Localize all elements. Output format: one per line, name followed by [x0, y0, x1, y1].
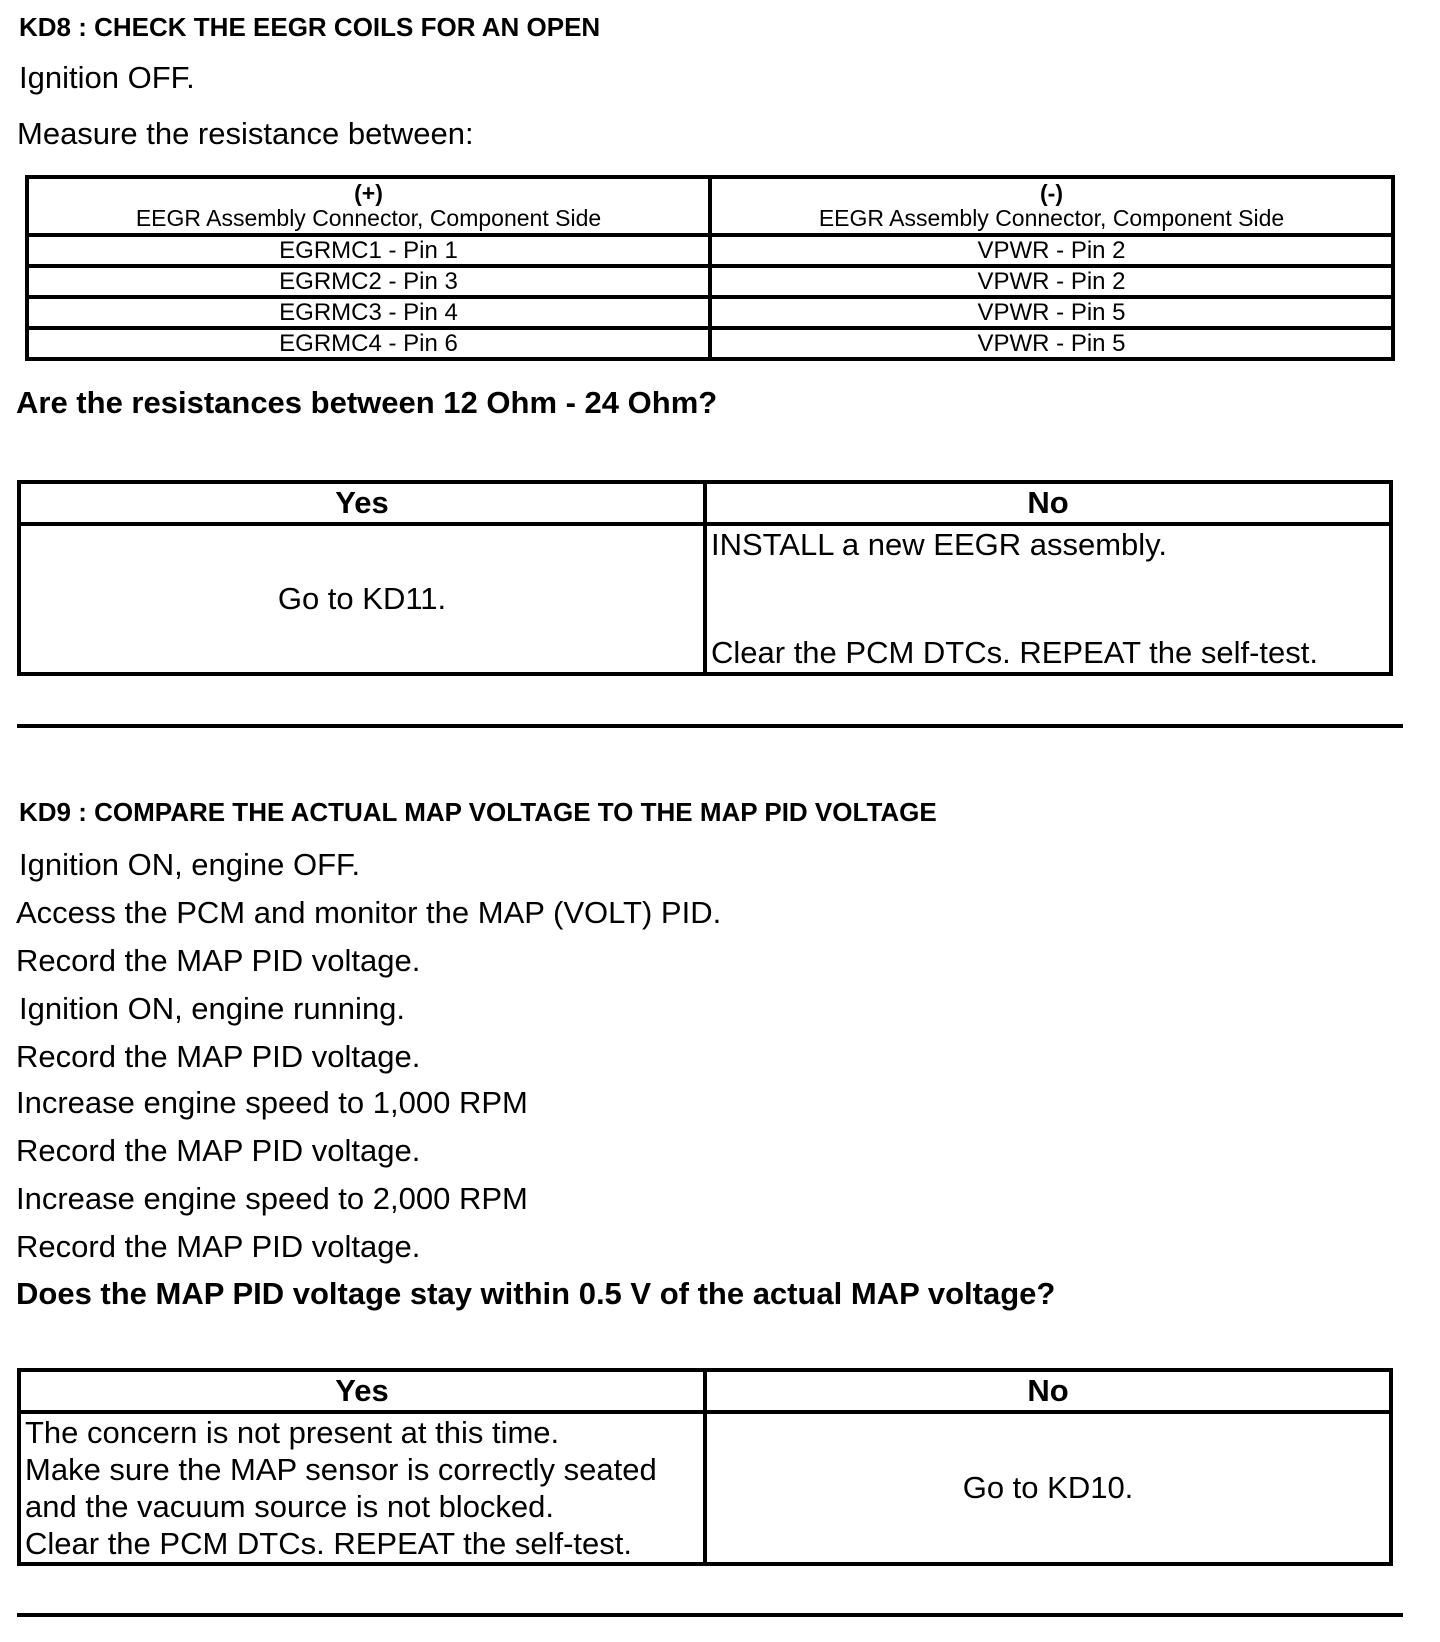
- kd9-step-2: Access the PCM and monitor the MAP (VOLT) PID.: [16, 895, 722, 930]
- negative-header-label: EEGR Assembly Connector, Component Side: [818, 205, 1285, 231]
- negative-pin-cell: VPWR - Pin 5: [710, 328, 1393, 359]
- positive-polarity: (+): [354, 180, 383, 206]
- negative-pin-cell: VPWR - Pin 2: [710, 235, 1393, 266]
- kd8-step-2: Measure the resistance between:: [17, 116, 474, 151]
- table-row: [27, 297, 1393, 328]
- negative-column-header: [710, 177, 1393, 235]
- kd9-step-9: Record the MAP PID voltage.: [16, 1229, 421, 1264]
- kd9-step-5: Record the MAP PID voltage.: [16, 1039, 421, 1074]
- section-divider: [17, 724, 1403, 728]
- table-row: [27, 328, 1393, 359]
- kd9-step-7: Record the MAP PID voltage.: [16, 1133, 421, 1168]
- kd9-heading: KD9 : COMPARE THE ACTUAL MAP VOLTAGE TO THE MAP PID VOLTAGE: [19, 797, 937, 827]
- positive-pin-cell: EGRMC2 - Pin 3: [27, 266, 710, 297]
- positive-column-header: [27, 177, 710, 235]
- kd8-heading: KD8 : CHECK THE EEGR COILS FOR AN OPEN: [19, 12, 601, 42]
- resistance-measurement-table: [25, 175, 1395, 361]
- negative-pin-cell: VPWR - Pin 5: [710, 297, 1393, 328]
- kd9-step-4: Ignition ON, engine running.: [19, 991, 406, 1026]
- yes-answer-cell: [19, 1412, 705, 1564]
- table-row: [27, 266, 1393, 297]
- yes-answer-line-3: and the vacuum source is not blocked.: [25, 1489, 555, 1524]
- positive-header-label: EEGR Assembly Connector, Component Side: [135, 205, 602, 231]
- table-header-row: [27, 177, 1393, 235]
- positive-pin-cell: EGRMC1 - Pin 1: [27, 235, 710, 266]
- no-header: No: [705, 482, 1391, 524]
- no-answer-line-2: Clear the PCM DTCs. REPEAT the self-test.: [711, 635, 1318, 670]
- answer-row: [19, 1412, 1391, 1564]
- section-divider: [17, 1613, 1403, 1617]
- yes-header: Yes: [19, 482, 705, 524]
- negative-pin-cell: VPWR - Pin 2: [710, 266, 1393, 297]
- kd9-step-3: Record the MAP PID voltage.: [16, 943, 421, 978]
- no-answer-cell: Go to KD10.: [705, 1412, 1391, 1564]
- answer-header-row: [19, 1370, 1391, 1412]
- kd9-answer-table: [17, 1368, 1393, 1566]
- yes-answer-line-2: Make sure the MAP sensor is correctly seated: [25, 1452, 657, 1487]
- yes-header: Yes: [19, 1370, 705, 1412]
- table-row: [27, 235, 1393, 266]
- kd8-answer-table: [17, 480, 1393, 676]
- no-header: No: [705, 1370, 1391, 1412]
- yes-answer-line-4: Clear the PCM DTCs. REPEAT the self-test.: [25, 1526, 632, 1561]
- answer-header-row: [19, 482, 1391, 524]
- answer-row: [19, 524, 1391, 674]
- kd8-question: Are the resistances between 12 Ohm - 24 Ohm?: [16, 385, 718, 420]
- yes-answer-line-1: The concern is not present at this time.: [25, 1415, 560, 1450]
- yes-answer-cell: Go to KD11.: [19, 524, 705, 674]
- positive-pin-cell: EGRMC3 - Pin 4: [27, 297, 710, 328]
- kd9-step-6: Increase engine speed to 1,000 RPM: [16, 1085, 528, 1120]
- no-answer-cell: [705, 524, 1391, 674]
- kd9-step-1: Ignition ON, engine OFF.: [19, 847, 361, 882]
- no-answer-line-1: INSTALL a new EEGR assembly.: [711, 527, 1167, 562]
- kd8-step-1: Ignition OFF.: [19, 60, 195, 95]
- positive-pin-cell: EGRMC4 - Pin 6: [27, 328, 710, 359]
- kd9-step-8: Increase engine speed to 2,000 RPM: [16, 1181, 528, 1216]
- kd9-question: Does the MAP PID voltage stay within 0.5 V of the actual MAP voltage?: [16, 1276, 1056, 1311]
- negative-polarity: (-): [1040, 180, 1063, 206]
